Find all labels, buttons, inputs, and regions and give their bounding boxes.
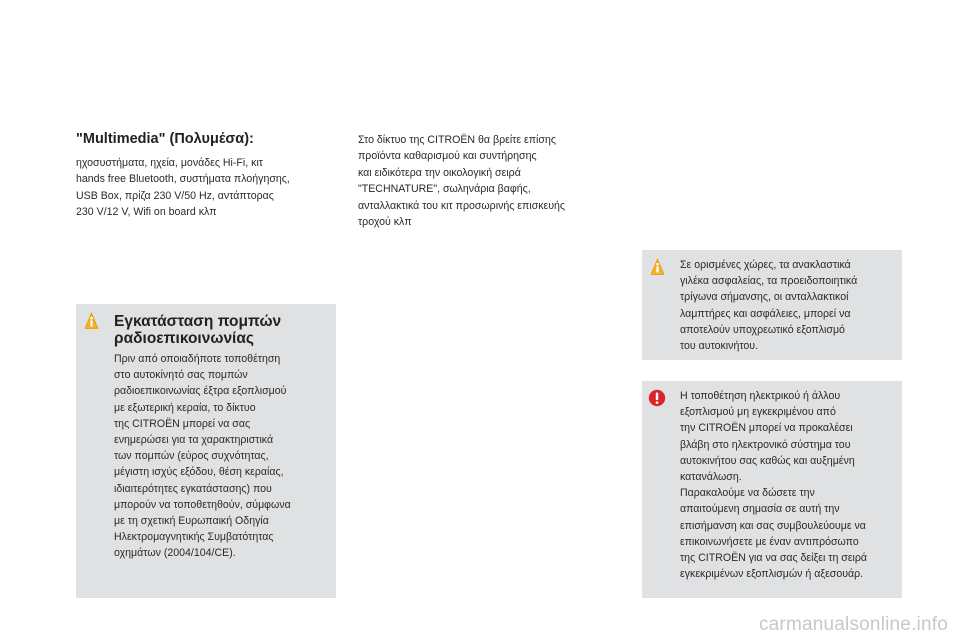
watermark: carmanualsonline.info — [758, 614, 948, 635]
countries-info-text: Σε ορισμένες χώρες, τα ανακλαστικά γιλέκα ασφαλείας, τα προειδοποιητικά τρίγωνα σήμανσης, οι ανταλλακτικοί λαμπτήρες και ασφάλειες, μπορεί να αποτελούν υποχρεωτικό εξοπλισμό του αυτοκινήτου. — [680, 259, 858, 353]
network-section — [358, 132, 628, 230]
network-text: Στο δίκτυο της CITROËN θα βρείτε επίσης προϊόντα καθαρισμού και συντήρησης και ειδικότερα την οικολογική σειρά "TECHNATURE", σωληνάρια βαφής, ανταλλακτικά του κιτ προσωρινής επισκευής τροχού κλπ — [358, 134, 566, 229]
radio-installation-title: Εγκατάσταση πομπών ραδιοεπικοινωνίας — [114, 313, 282, 347]
radio-installation-text: Πριν από οποιαδήποτε τοποθέτηση στο αυτοκίνητό σας πομπών ραδιοεπικοινωνίας έξτρα εξοπλισμού με εξωτερική κεραία, το δίκτυο της CITROËN μπορεί να σας ενημερώσει για τα χαρακτηριστικά των πομπών (εύρος συχνότητας, μέγιστη ισχύς εξόδου, θέση κεραίας, ιδιαιτερότητες εγκατάστασης) που μπορούν να τοποθετηθούν, σύμφωνα με τη σχετική Ευρωπαική Οδηγία Ηλεκτρομαγνητικής Συμβατότητας οχημάτων (2004/104/CE). — [114, 353, 291, 560]
info-icon — [650, 258, 665, 276]
multimedia-section — [76, 131, 336, 221]
radio-installation-box — [76, 304, 336, 598]
info-icon — [84, 312, 99, 330]
warning-icon — [648, 389, 666, 407]
multimedia-text: ηχοσυστήματα, ηχεία, μονάδες Hi-Fi, κιτ hands free Bluetooth, συστήματα πλοήγησης, USB Box, πρίζα 230 V/50 Hz, αντάπτορας 230 V/12 V, Wifi on board κλπ — [76, 157, 290, 219]
warning-box — [642, 381, 902, 598]
countries-info-box — [642, 250, 902, 360]
multimedia-heading: "Multimedia" (Πολυμέσα): — [76, 131, 254, 147]
warning-text: Η τοποθέτηση ηλεκτρικού ή άλλου εξοπλισμού μη εγκεκριμένου από την CITROËN μπορεί να προκαλέσει βλάβη στο ηλεκτρονικό σύστημα του αυτοκινήτου σας καθώς και αυξημένη κατανάλωση. Παρακαλούμε να δώσετε την απαιτούμενη σημασία σε αυτή την επισήμανση και σας συμβουλεύουμε να επικοινωνήσετε με έναν αντιπρόσωπο της CITROËN για να σας δείξει τη σειρά εγκεκριμένων εξοπλισμών ή αξεσουάρ. — [680, 390, 868, 581]
